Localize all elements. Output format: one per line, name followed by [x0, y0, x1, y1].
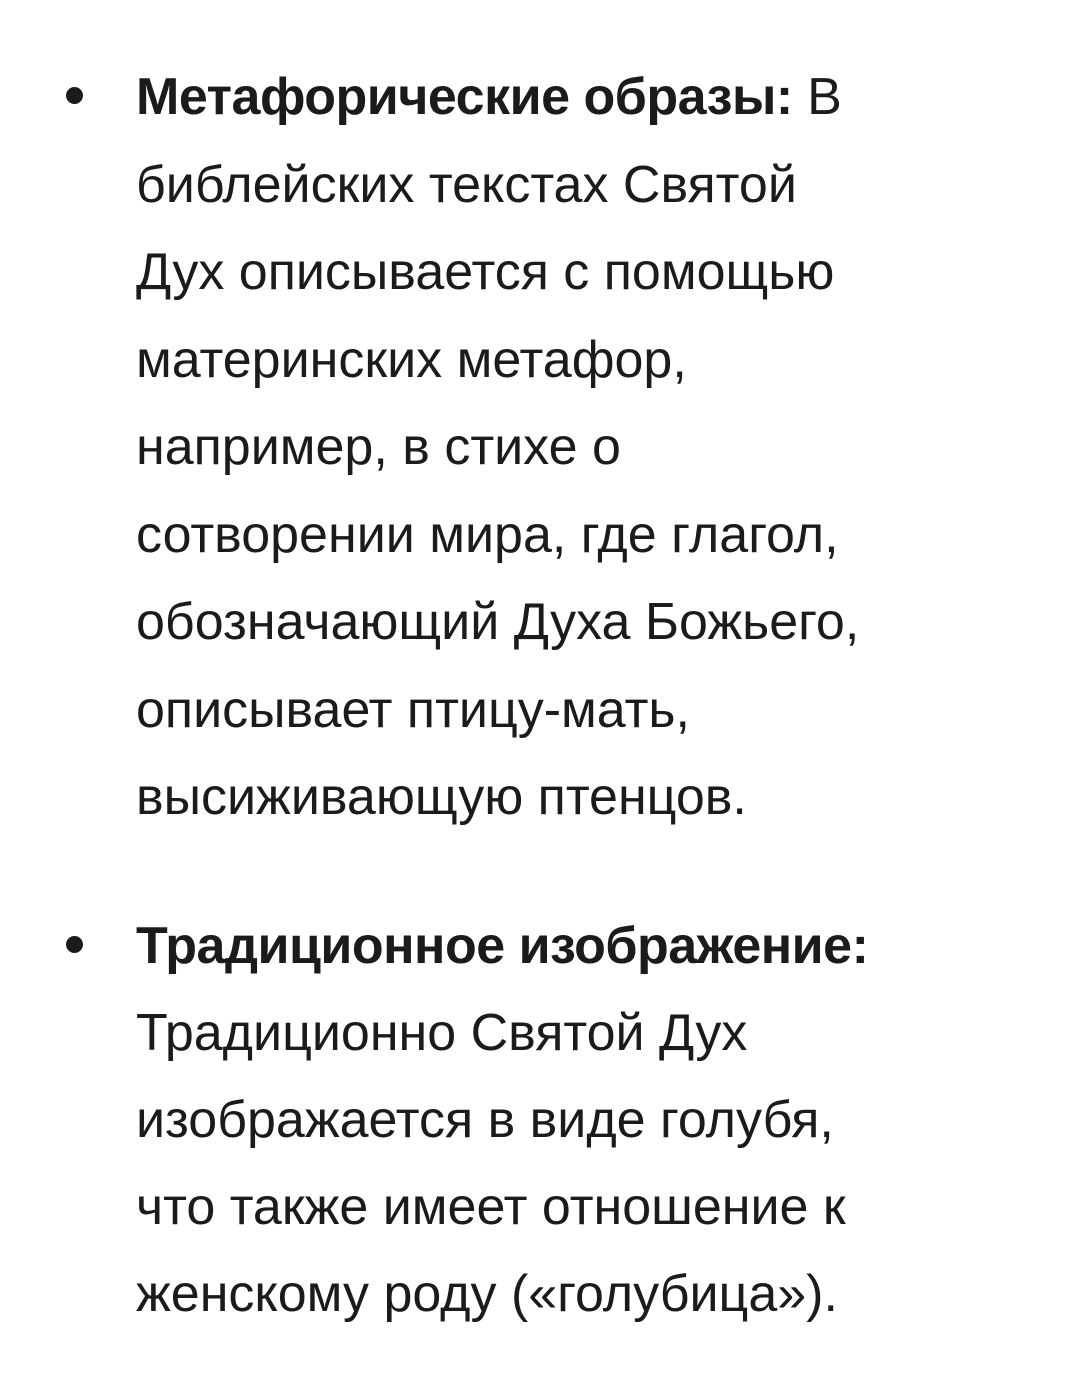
bullet-dot-icon: [66, 936, 83, 953]
item-text-line: материнских метафор,: [136, 331, 687, 389]
item-text-line: женскому роду («голубица»).: [136, 1265, 838, 1323]
bullet-dot-icon: [66, 87, 83, 104]
item-text-line: Традиционно Святой Дух: [136, 1004, 748, 1062]
item-text-line: Дух описывается с помощью: [136, 243, 835, 301]
item-term: Традиционное изображение:: [136, 917, 869, 975]
item-text-line: обозначающий Духа Божьего,: [136, 593, 860, 651]
item-text-line: библейских текстах Святой: [136, 156, 797, 214]
item-term: Метафорические образы:: [136, 68, 793, 126]
item-first-line: [136, 916, 868, 976]
item-first-line: [136, 67, 842, 127]
item-first-line-text: В: [792, 68, 842, 126]
item-text-line: например, в стихе о: [136, 418, 621, 476]
item-text-line: описывает птицу-мать,: [136, 681, 690, 739]
item-text-line: изображается в виде голубя,: [136, 1091, 834, 1149]
item-text-line: что также имеет отношение к: [136, 1178, 846, 1236]
item-text-line: высиживающую птенцов.: [136, 768, 747, 826]
item-text-line: сотворении мира, где глагол,: [136, 506, 839, 564]
